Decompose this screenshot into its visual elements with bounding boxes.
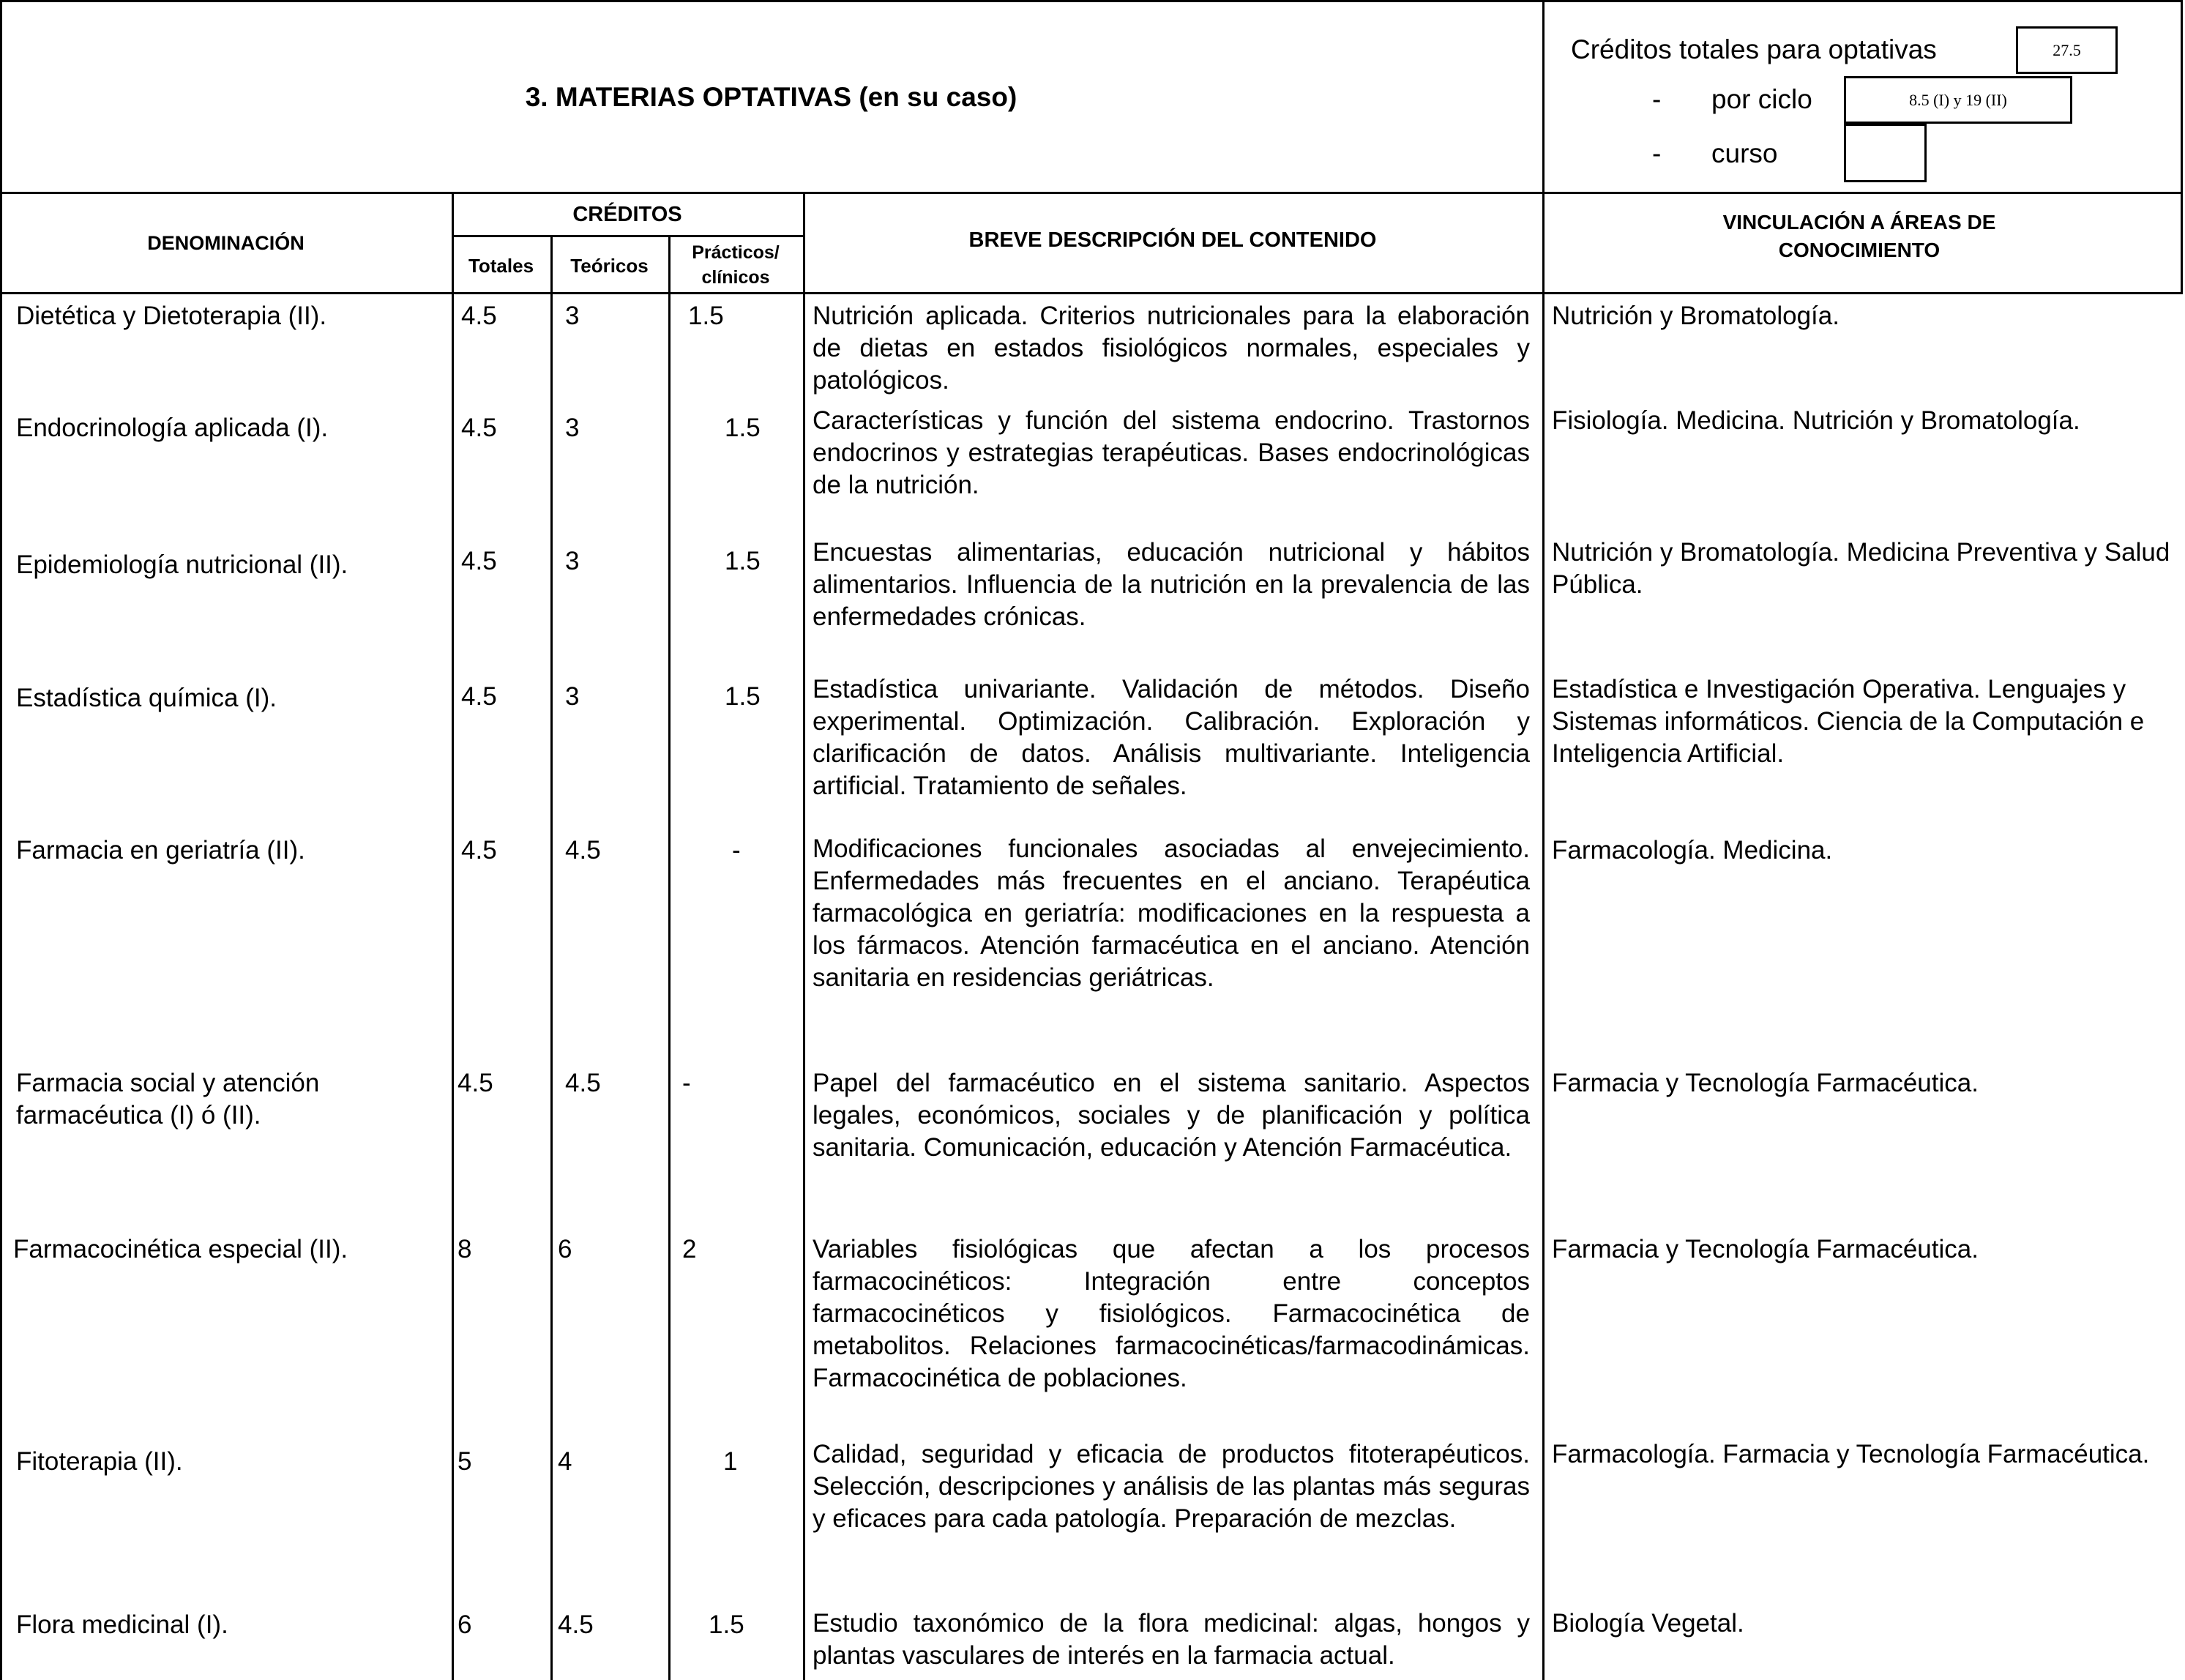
row-name: Farmacia en geriatría (II). — [16, 836, 305, 865]
row-descripcion: Características y función del sistema endocrino. Trastornos endocrinos y estrategias terapéuticas. Bases endocrinológicas de la nutrición. — [813, 406, 1530, 499]
row-totales: 5 — [457, 1447, 472, 1476]
row-teoricos: 6 — [558, 1235, 572, 1263]
col-sep-descripcion — [1542, 0, 1545, 1680]
creditos-sub-line — [452, 235, 803, 237]
row-descripcion: Encuestas alimentarias, educación nutricional y hábitos alimentarios. Influencia de la nutrición en la prevalencia de las enfermedades crónicas. — [813, 538, 1530, 631]
col-header-totales: Totales — [468, 255, 534, 277]
row-teoricos: 4.5 — [565, 1069, 601, 1097]
row-practicos: 1.5 — [725, 414, 761, 442]
row-areas: Biología Vegetal. — [1552, 1609, 1744, 1638]
row-descripcion: Estudio taxonómico de la flora medicinal: algas, hongos y plantas vasculares de interés en la farmacia actual. — [813, 1609, 1530, 1670]
row-totales: 4.5 — [461, 302, 497, 330]
row-descripcion: Nutrición aplicada. Criterios nutricionales para la elaboración de dietas en estados fisiológicos normales, especiales y patológicos. — [813, 302, 1530, 395]
col-header-practicos: Prácticos/ clínicos — [692, 242, 780, 288]
row-teoricos: 3 — [565, 414, 580, 442]
creditos-totales-value-box: 27.5 — [2016, 26, 2118, 74]
col-sep-denominacion — [452, 192, 454, 1680]
row-areas: Farmacología. Medicina. — [1552, 836, 1833, 865]
row-name: Flora medicinal (I). — [16, 1610, 228, 1639]
row-totales: 4.5 — [457, 1069, 493, 1097]
row-practicos: 1 — [723, 1447, 738, 1476]
curso-value-box — [1844, 124, 1927, 182]
row-descripcion: Modificaciones funcionales asociadas al envejecimiento. Enfermedades más frecuentes en el anciano. Terapéutica farmacológica en geriatría: modificaciones en la respuesta a los fármacos. Atención farmacéutica en el anciano. Atención sanitaria en residencias geriátricas. — [813, 835, 1530, 992]
frame-right-line — [2181, 0, 2183, 293]
row-totales: 4.5 — [461, 836, 497, 865]
row-teoricos: 3 — [565, 302, 580, 330]
row-areas: Nutrición y Bromatología. — [1552, 302, 1839, 330]
row-name: Farmacocinética especial (II). — [13, 1235, 348, 1263]
row-areas: Nutrición y Bromatología. Medicina Preventiva y Salud Pública. — [1552, 538, 2170, 599]
row-name: Dietética y Dietoterapia (II). — [16, 302, 327, 330]
col-header-creditos: CRÉDITOS — [572, 203, 682, 226]
row-teoricos: 4.5 — [558, 1610, 594, 1639]
row-descripcion: Calidad, seguridad y eficacia de productos fitoterapéuticos. Selección, descripciones y análisis de las plantas más seguras y eficaces para cada patología. Preparación de mezclas. — [813, 1440, 1530, 1533]
row-name: Fitoterapia (II). — [16, 1447, 183, 1476]
col-sep-practicos — [803, 192, 805, 1680]
col-sep-teoricos — [668, 235, 671, 1680]
row-areas: Farmacia y Tecnología Farmacéutica. — [1552, 1235, 1979, 1263]
row-name: Epidemiología nutricional (II). — [16, 550, 348, 579]
row-areas: Estadística e Investigación Operativa. Lenguajes y Sistemas informáticos. Ciencia de la Computación e Inteligencia Artificial. — [1552, 675, 2145, 768]
col-header-denominacion: DENOMINACIÓN — [147, 232, 305, 254]
row-areas: Fisiología. Medicina. Nutrición y Bromatología. — [1552, 406, 2080, 435]
por-ciclo-dash: - — [1652, 84, 1662, 114]
page-title: 3. MATERIAS OPTATIVAS (en su caso) — [525, 82, 1017, 112]
por-ciclo-label: por ciclo — [1711, 84, 1812, 114]
row-practicos: 1.5 — [725, 682, 761, 711]
col-sep-totales — [550, 235, 553, 1680]
row-areas: Farmacia y Tecnología Farmacéutica. — [1552, 1069, 1979, 1097]
curso-dash: - — [1652, 138, 1662, 168]
row-areas: Farmacología. Farmacia y Tecnología Farmacéutica. — [1552, 1440, 2150, 1468]
row-practicos: 1.5 — [725, 547, 761, 575]
row-teoricos: 4.5 — [565, 836, 601, 865]
row-teoricos: 3 — [565, 547, 580, 575]
col-header-teoricos: Teóricos — [570, 255, 649, 277]
por-ciclo-value-box: 8.5 (I) y 19 (II) — [1844, 76, 2072, 124]
creditos-totales-label: Créditos totales para optativas — [1571, 34, 1937, 64]
curso-label: curso — [1711, 138, 1778, 168]
header-bottom-line — [0, 192, 2183, 194]
row-name: Estadística química (I). — [16, 684, 277, 712]
row-descripcion: Variables fisiológicas que afectan a los procesos farmacocinéticos: Integración entre conceptos farmacocinéticos y fisiológicos. Farmacocinética de metabolitos. Relaciones farmacocinéticas/farmacodinámicas. Farmacocinética de poblaciones. — [813, 1235, 1530, 1392]
row-teoricos: 4 — [558, 1447, 572, 1476]
frame-top-line — [0, 0, 2183, 2]
row-practicos: 2 — [682, 1235, 697, 1263]
column-header-bottom-line — [0, 292, 2183, 294]
row-name: Endocrinología aplicada (I). — [16, 414, 329, 442]
row-totales: 8 — [457, 1235, 472, 1263]
row-totales: 4.5 — [461, 682, 497, 711]
row-practicos: 1.5 — [688, 302, 724, 330]
row-totales: 4.5 — [461, 547, 497, 575]
row-name: Farmacia social y atención farmacéutica (I) ó (II). — [16, 1069, 320, 1130]
row-descripcion: Papel del farmacéutico en el sistema sanitario. Aspectos legales, económicos, sociales y de planificación y política sanitaria. Comunicación, educación y Atención Farmacéutica. — [813, 1069, 1530, 1162]
row-practicos: 1.5 — [709, 1610, 744, 1639]
row-totales: 6 — [457, 1610, 472, 1639]
row-practicos: - — [682, 1069, 691, 1097]
row-practicos: - — [732, 836, 741, 865]
row-totales: 4.5 — [461, 414, 497, 442]
col-header-vinculacion: VINCULACIÓN A ÁREAS DE CONOCIMIENTO — [1722, 211, 1996, 261]
row-descripcion: Estadística univariante. Validación de métodos. Diseño experimental. Optimización. Calibración. Exploración y clarificación de datos. Análisis multivariante. Inteligencia artificial. Tratamiento de señales. — [813, 675, 1530, 800]
col-header-descripcion: BREVE DESCRIPCIÓN DEL CONTENIDO — [968, 228, 1377, 252]
row-teoricos: 3 — [565, 682, 580, 711]
